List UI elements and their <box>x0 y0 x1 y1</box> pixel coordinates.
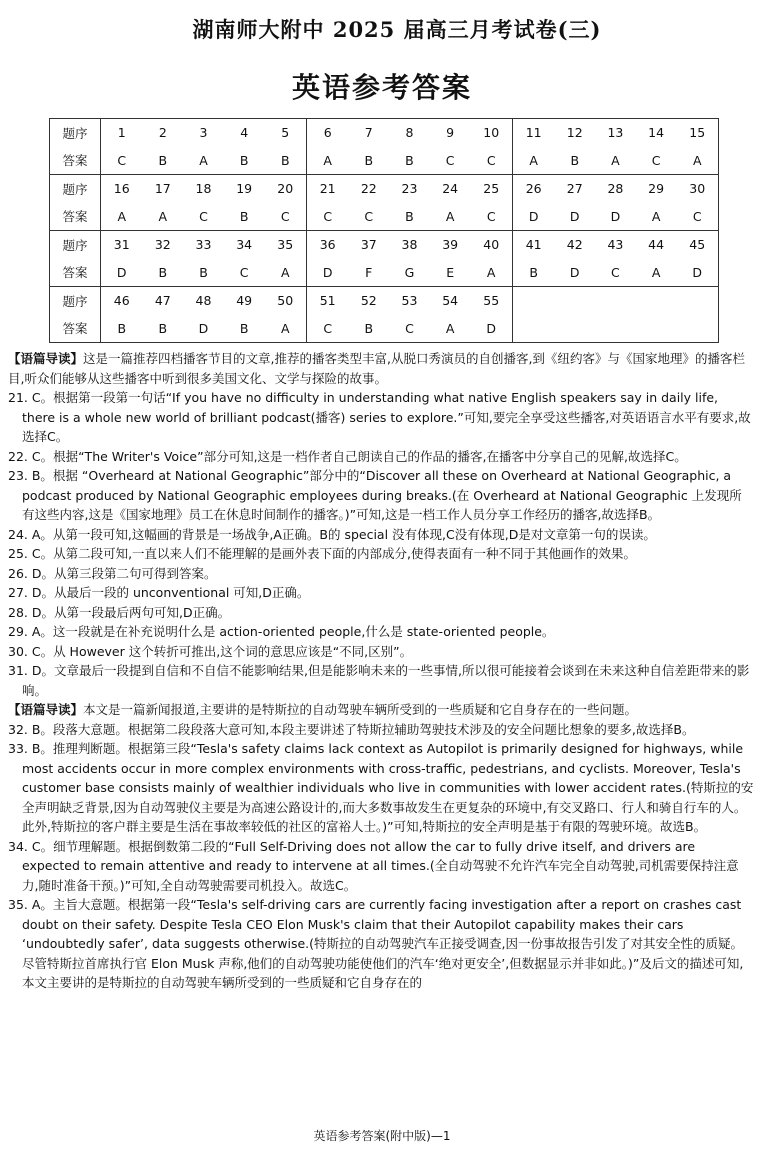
explanation-item: 32. B。段落大意题。根据第二段段落大意可知,本段主要讲述了特斯拉辅助驾驶技术涉及的安全问题比想象的要多,故选择B。 <box>8 721 695 737</box>
table-cell: C <box>611 264 620 280</box>
table-cell: C <box>265 203 307 231</box>
table-cell: C <box>239 264 249 280</box>
explanation-item: 28. D。从第一段最后两句可知,D正确。 <box>8 604 231 620</box>
table-cell: 48 <box>183 287 224 315</box>
row-label: 题序 <box>50 175 101 203</box>
table-cell: C <box>445 152 455 168</box>
table-cell: 21 <box>306 175 348 203</box>
table-cell: D <box>528 208 539 224</box>
explanation-list <box>8 720 754 993</box>
explanation-item: 34. C。细节理解题。根据倒数第二段的“Full Self-Driving does not allow the car to fully drive itself, and drivers are expected to remain attentive and ready to intervene at all times.(全自动驾驶不允许汽车完全自动驾驶,司机需要保持注意力,随时准备干预。)”可知,全自动驾驶需要司机投入。故选C。 <box>8 838 739 893</box>
table-cell: 6 <box>306 119 348 147</box>
table-cell: 28 <box>595 175 636 203</box>
explanation-item: 23. B。根据 “Overheard at National Geographic”部分中的“Discover all these on Overheard at National Geographic, a podcast produced by National Geographic employees during breaks.(在 Overheard at National Geographic 上发现所有这些内容,这是《国家地理》员工在休息时间制作的播客。)”可知,这是一档工作人员分享工作经历的播客,故选择B。 <box>8 468 742 522</box>
table-cell: B <box>529 264 538 280</box>
table-cell: A <box>199 152 208 168</box>
table-cell: 54 <box>430 287 471 315</box>
table-cell: 36 <box>306 231 348 259</box>
table-cell <box>595 287 636 315</box>
answer-row <box>50 203 719 231</box>
table-cell: 15 <box>676 119 718 147</box>
table-cell: 20 <box>265 175 307 203</box>
table-cell: B <box>239 152 249 168</box>
table-cell <box>595 315 636 343</box>
table-cell: 42 <box>554 231 595 259</box>
table-cell: A <box>265 259 307 287</box>
table-cell: 41 <box>512 231 554 259</box>
table-cell: D <box>322 264 333 280</box>
table-cell: 16 <box>101 175 143 203</box>
table-cell: 2 <box>142 119 183 147</box>
table-cell: C <box>199 208 208 224</box>
table-cell: C <box>692 208 702 224</box>
guide-tag: 【语篇导读】 <box>8 702 84 717</box>
answer-row <box>50 315 719 343</box>
table-cell: B <box>364 152 374 168</box>
table-cell: 45 <box>676 231 718 259</box>
row-label: 答案 <box>50 147 101 175</box>
table-cell: A <box>445 208 455 224</box>
row-label: 题序 <box>50 119 101 147</box>
table-cell: 19 <box>224 175 265 203</box>
table-cell: A <box>651 208 661 224</box>
table-cell: A <box>651 264 661 280</box>
table-cell: 26 <box>512 175 554 203</box>
table-cell: 51 <box>306 287 348 315</box>
table-cell: D <box>198 320 209 336</box>
question-number-row <box>50 287 719 315</box>
table-cell: B <box>158 320 168 336</box>
table-cell <box>676 287 718 315</box>
table-cell: 46 <box>101 287 143 315</box>
table-cell: 33 <box>183 231 224 259</box>
table-cell: 34 <box>224 231 265 259</box>
table-cell: A <box>611 152 620 168</box>
explanation-item: 27. D。从最后一段的 unconventional 可知,D正确。 <box>8 585 310 600</box>
page-header <box>0 14 764 106</box>
table-cell: 23 <box>389 175 430 203</box>
table-cell: A <box>265 315 307 343</box>
table-cell: A <box>158 208 168 224</box>
row-label: 答案 <box>50 315 101 343</box>
explanation-item: 30. C。从 However 这个转折可推出,这个词的意思应该是“不同,区别”。 <box>8 643 413 659</box>
table-cell <box>554 287 595 315</box>
table-cell: B <box>117 320 127 336</box>
page-footer: 英语参考答案(附中版)—1 <box>313 1129 451 1143</box>
table-cell: 22 <box>348 175 389 203</box>
table-cell <box>512 315 554 343</box>
answer-row <box>50 259 719 287</box>
table-cell: B <box>265 147 307 175</box>
table-cell: C <box>323 320 333 336</box>
table-cell: 24 <box>430 175 471 203</box>
table-cell: A <box>323 152 332 168</box>
table-cell: B <box>239 208 249 224</box>
table-cell: D <box>470 315 512 343</box>
table-cell: E <box>446 264 455 280</box>
table-cell: 44 <box>636 231 677 259</box>
table-cell: 4 <box>224 119 265 147</box>
explanation-item: 35. A。主旨大意题。根据第一段“Tesla's self-driving cars are currently facing investigation after a report on crashes cast doubt on their safety. Despite Tesla CEO Elon Musk's claim that their Autopilot capability makes their cars ‘undoubtedly safer’, data suggests otherwise.(特斯拉的自动驾驶汽车正接受调查,因一份事故报告引发了对其安全性的质疑。尽管特斯拉首席执行官 Elon Musk 声称,他们的自动驾驶功能使他们的汽车‘绝对更安全’,但数据显示并非如此。)”及后文的描述可知,本文主要讲的是特斯拉的自动驾驶车辆所受到的一些质疑和它自身存在的 <box>8 897 744 990</box>
answer-table <box>49 118 719 343</box>
explanation-item: 21. C。根据第一段第一句话“If you have no difficulty in understanding what native English speakers say in daily life, there is a whole new world of brilliant podcast(播客) series to explore.”可知,要完全享受这些播客,对英语语言水平有要求,故选择C。 <box>8 390 751 444</box>
table-cell: 53 <box>389 287 430 315</box>
table-cell <box>636 287 677 315</box>
table-cell: 9 <box>430 119 471 147</box>
table-cell: 3 <box>183 119 224 147</box>
table-cell: 39 <box>430 231 471 259</box>
answer-row <box>50 147 719 175</box>
table-cell: 12 <box>554 119 595 147</box>
explanation-item: 22. C。根据“The Writer's Voice”部分可知,这是一档作者自己朗读自己的作品的播客,在播客中分享自己的见解,故选择C。 <box>8 448 687 464</box>
table-cell: 13 <box>595 119 636 147</box>
passage-guide <box>8 700 754 720</box>
row-label: 题序 <box>50 231 101 259</box>
document-title: 英语参考答案 <box>291 71 472 104</box>
explanation-list <box>8 388 754 700</box>
table-cell: B <box>239 320 249 336</box>
table-cell: C <box>117 152 127 168</box>
table-cell: 40 <box>470 231 512 259</box>
table-cell: B <box>158 264 168 280</box>
question-number-row <box>50 175 719 203</box>
table-cell: A <box>470 259 512 287</box>
row-label: 答案 <box>50 203 101 231</box>
table-cell: D <box>692 264 703 280</box>
guide-text: 本文是一篇新闻报道,主要讲的是特斯拉的自动驾驶车辆所受到的一些质疑和它自身存在的一些问题。 <box>83 702 637 717</box>
table-cell: C <box>470 147 512 175</box>
table-cell <box>554 315 595 343</box>
explanation-item: 26. D。从第三段第二句可得到答案。 <box>8 565 217 581</box>
table-cell: D <box>610 208 621 224</box>
table-cell: 5 <box>265 119 307 147</box>
table-cell: 14 <box>636 119 677 147</box>
table-cell: B <box>405 152 414 168</box>
table-cell: 11 <box>512 119 554 147</box>
table-cell: 35 <box>265 231 307 259</box>
table-cell: C <box>470 203 512 231</box>
table-cell: C <box>651 152 661 168</box>
table-cell: B <box>199 264 208 280</box>
question-number-row <box>50 119 719 147</box>
explanation-item: 29. A。这一段就是在补充说明什么是 action-oriented people,什么是 state-oriented people。 <box>8 624 555 639</box>
row-label: 答案 <box>50 259 101 287</box>
table-cell: 31 <box>101 231 143 259</box>
table-cell: 7 <box>348 119 389 147</box>
table-cell: A <box>692 152 702 168</box>
table-cell <box>636 315 677 343</box>
table-cell: 55 <box>470 287 512 315</box>
table-cell: 27 <box>554 175 595 203</box>
question-number-row <box>50 231 719 259</box>
table-cell: 50 <box>265 287 307 315</box>
table-cell: G <box>404 264 415 280</box>
table-cell: 47 <box>142 287 183 315</box>
table-cell: D <box>569 208 580 224</box>
explanation-item: 25. C。从第二段可知,一直以来人们不能理解的是画外表下面的内部成分,使得表面有一种不同于其他画作的效果。 <box>8 546 637 561</box>
table-cell: C <box>364 208 374 224</box>
explanation-item: 31. D。文章最后一段提到自信和不自信不能影响结果,但是能影响未来的一些事情,所以很可能接着会谈到在未来这种自信差距带来的影响。 <box>8 663 750 698</box>
table-cell: A <box>445 320 455 336</box>
table-cell <box>676 315 718 343</box>
guide-text: 这是一篇推荐四档播客节目的文章,推荐的播客类型丰富,从脱口秀演员的自创播客,到《纽约客》与《国家地理》的播客栏目,听众们能够从这些播客中听到很多美国文化、文学与探险的故事。 <box>8 351 745 386</box>
table-cell: 10 <box>470 119 512 147</box>
table-cell: B <box>405 208 414 224</box>
explanation-item: 24. A。从第一段可知,这幅画的背景是一场战争,A正确。B的 special 没有体现,C没有体现,D是对文章第一句的误读。 <box>8 526 656 542</box>
table-cell: 29 <box>636 175 677 203</box>
passage-guide <box>8 349 754 388</box>
table-cell: 1 <box>101 119 143 147</box>
table-cell: 8 <box>389 119 430 147</box>
table-cell: B <box>364 320 374 336</box>
table-cell: 30 <box>676 175 718 203</box>
table-cell: 17 <box>142 175 183 203</box>
table-cell: 43 <box>595 231 636 259</box>
guide-tag: 【语篇导读】 <box>8 351 84 366</box>
table-cell: C <box>405 320 414 336</box>
exam-title: 湖南师大附中 2025 届高三月考试卷(三) <box>192 17 602 42</box>
table-cell: 25 <box>470 175 512 203</box>
explanation-item: 33. B。推理判断题。根据第三段“Tesla's safety claims lack context as Autopilot is primarily designed for highways, while most accidents occur in more complex environments with cross-traffic, pedestrians, and cyclists. Moreover, Tesla's customer base consists mainly of wealthier individuals who live in communities with lower accident rates.(特斯拉的安全声明缺乏背景,因为自动驾驶仪主要是为高速公路设计的,而大多数事故发生在更复杂的环境中,有交叉路口、行人和骑自行车的人。此外,特斯拉的客户群主要是生活在事故率较低的社区的富裕人士。)”可知,特斯拉的安全声明是基于有限的驾驶环境。故选B。 <box>8 741 754 834</box>
table-cell: B <box>158 152 168 168</box>
table-cell: D <box>116 264 127 280</box>
table-cell: 18 <box>183 175 224 203</box>
row-label: 题序 <box>50 287 101 315</box>
table-cell: D <box>569 264 580 280</box>
table-cell: 49 <box>224 287 265 315</box>
table-cell <box>512 287 554 315</box>
table-cell: F <box>365 264 373 280</box>
table-cell: A <box>117 208 126 224</box>
table-cell: 38 <box>389 231 430 259</box>
table-cell: C <box>323 208 333 224</box>
table-cell: A <box>529 152 538 168</box>
answer-explanations <box>8 349 754 993</box>
table-cell: 32 <box>142 231 183 259</box>
table-cell: B <box>570 152 580 168</box>
table-cell: 52 <box>348 287 389 315</box>
table-cell: 37 <box>348 231 389 259</box>
